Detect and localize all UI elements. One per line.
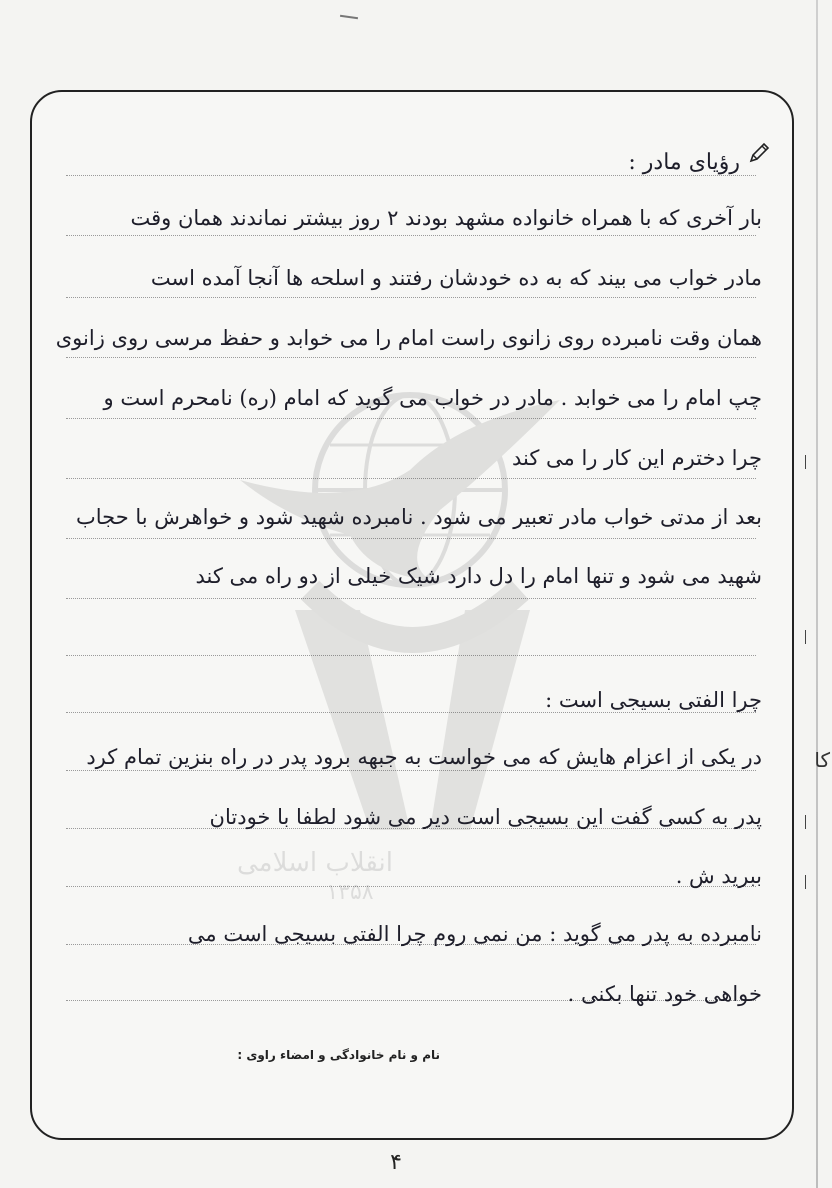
watermark-caption: انقلاب اسلامی [237, 848, 393, 878]
watermark-year: ۱۳۵۸ [326, 880, 374, 905]
pencil-icon [748, 142, 770, 164]
story1-line: چپ امام را می خوابد . مادر در خواب می گوید که امام (ره) نامحرم است و [103, 386, 762, 410]
story1-line: مادر خواب می بیند که به ده خودشان رفتند و اسلحه ها آنجا آمده است [150, 266, 762, 290]
binding-mark [805, 815, 810, 829]
ruled-line [66, 655, 756, 656]
edge-glyph: کا [814, 748, 830, 772]
story1-line: شهید می شود و تنها امام را دل دارد شیک خیلی از دو راه می کند [195, 564, 762, 588]
binding-mark [805, 630, 810, 644]
story2-line: پدر به کسی گفت این بسیجی است دیر می شود لطفا با خودتان [209, 805, 762, 829]
ruled-line [66, 538, 756, 539]
binding-mark [805, 455, 810, 469]
story1-line: بار آخری که با همراه خانواده مشهد بودند ۲ روز بیشتر نماندند همان وقت [130, 206, 762, 230]
ruled-line [66, 418, 756, 419]
ruled-line [66, 770, 756, 771]
story2-line: ببرید ش . [675, 864, 762, 888]
scan-mark [340, 15, 358, 19]
story2-line: نامبرده به پدر می گوید : من نمی روم چرا الفتی بسیجی است می [187, 922, 762, 946]
ruled-line [66, 175, 756, 176]
story1-line: همان وقت نامبرده روی زانوی راست امام را می خوابد و حفظ مرسی روی زانوی [55, 326, 762, 350]
story1-line: چرا دخترم این کار را می کند [511, 446, 762, 470]
binding-mark [805, 875, 810, 889]
ruled-line [66, 598, 756, 599]
story1-line: بعد از مدتی خواب مادر تعبیر می شود . نامبرده شهید شود و خواهرش با حجاب [75, 505, 762, 529]
story2-line: در یکی از اعزام هایش که می خواست به جبهه برود پدر در راه بنزین تمام کرد [86, 745, 762, 769]
narrator-signature-label: نام و نام خانوادگی و امضاء راوی : [237, 1048, 440, 1062]
ruled-line [66, 235, 756, 236]
ruled-line [66, 297, 756, 298]
story2-title: چرا الفتی بسیجی است : [545, 688, 762, 712]
page-edge [816, 0, 818, 1188]
page-number: ۴ [390, 1150, 402, 1175]
ruled-line [66, 478, 756, 479]
ruled-line [66, 712, 756, 713]
story1-title: رؤیای مادر : [628, 150, 740, 175]
ruled-line [66, 357, 756, 358]
story2-line: خواهی خود تنها بکنی . [567, 982, 762, 1006]
